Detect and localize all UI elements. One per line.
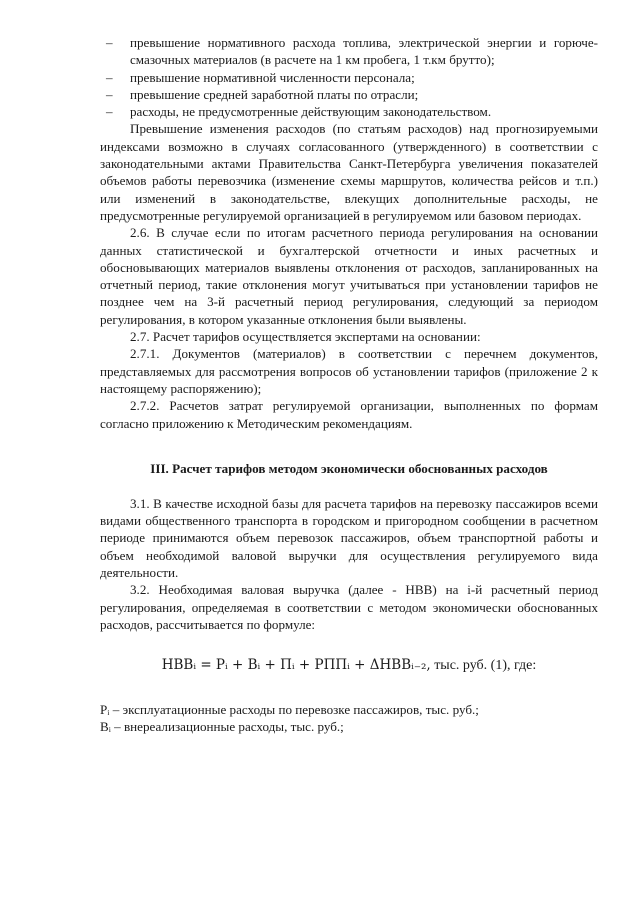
list-item bbox=[100, 103, 598, 120]
dash-marker: – bbox=[106, 69, 113, 85]
list-item-text: расходы, не предусмотренные действующим законодательством. bbox=[130, 104, 492, 120]
definition-item: Pᵢ – эксплуатационные расходы по перевозке пассажиров, тыс. руб.; bbox=[100, 701, 479, 717]
paragraph-3-1: 3.1. В качестве исходной базы для расчета тарифов на перевозку пассажиров всеми видами общественного транспорта в городском и пригородном сообщении в расчетном периоде принимаются объем перевозок пассажиров, объем транспортной работы и объем необходимой валовой выручки для осуществления регулируемого вида деятельности. bbox=[100, 495, 598, 581]
paragraph-excess-costs: Превышение изменения расходов (по статьям расходов) над прогнозируемыми индексами возможно в случаях согласованного (утвержденного) в соответствии с законодательными актами Правительства Санкт-Петербурга увеличения показателей объемов работы перевозчика (изменение схемы маршрутов, количества рейсов и т.п.) или изменений в законодательстве, влекущих дополнительные расходы, не предусмотренные регулируемой организацией в регулируемом или базовом периодах. bbox=[100, 121, 598, 223]
list-item bbox=[100, 34, 598, 69]
list-item bbox=[100, 86, 598, 103]
section-heading: III. Расчет тарифов методом экономически обоснованных расходов bbox=[150, 460, 548, 476]
dash-marker: – bbox=[106, 104, 113, 120]
formula-expression: НВВᵢ = Pᵢ + Вᵢ + Пᵢ + РППᵢ + ΔНВВᵢ₋₂, bbox=[161, 657, 431, 674]
dash-marker: – bbox=[106, 35, 113, 50]
list-item-text: превышение нормативной численности персонала; bbox=[130, 69, 415, 85]
formula-suffix: тыс. руб. (1), где: bbox=[434, 658, 537, 674]
paragraph-2-7-1: 2.7.1. Документов (материалов) в соответствии с перечнем документов, представляемых для рассмотрения вопросов об установлении тарифов (приложение 2 к настоящему распоряжению); bbox=[100, 346, 598, 396]
paragraph-2-7-2: 2.7.2. Расчетов затрат регулируемой организации, выполненных по формам согласно приложению к Методическим рекомендациям. bbox=[100, 398, 598, 431]
list-item bbox=[100, 69, 598, 86]
list-item-text: превышение нормативного расхода топлива, электрической энергии и горюче-смазочных материалов (в расчете на 1 км пробега, 1 т.км брутто); bbox=[130, 35, 598, 68]
list-item-text: превышение средней заработной платы по отрасли; bbox=[130, 86, 419, 102]
paragraph-2-7: 2.7. Расчет тарифов осуществляется экспертами на основании: bbox=[130, 329, 481, 345]
document-body bbox=[100, 34, 598, 735]
definitions-list bbox=[100, 701, 598, 736]
formula bbox=[100, 657, 598, 674]
paragraph-2-6: 2.6. В случае если по итогам расчетного периода регулирования на основании данных статистической и бухгалтерской отчетности и иных расчетных и обосновывающих материалов выявлены отклонения от расходов, запланированных на отчетный период, такие отклонения могут учитываться при установлении тарифов не позднее чем на 3-й расчетный период регулирования, следующий за периодом регулирования, в котором указанные отклонения были выявлены. bbox=[100, 225, 598, 327]
paragraph-3-2: 3.2. Необходимая валовая выручка (далее - НВВ) на i-й расчетный период регулирования, определяемая в соответствии с методом экономически обоснованных расходов, рассчитывается по формуле: bbox=[100, 582, 598, 632]
definition-item: Вᵢ – внереализационные расходы, тыс. руб.; bbox=[100, 718, 344, 734]
dash-marker: – bbox=[106, 86, 113, 102]
